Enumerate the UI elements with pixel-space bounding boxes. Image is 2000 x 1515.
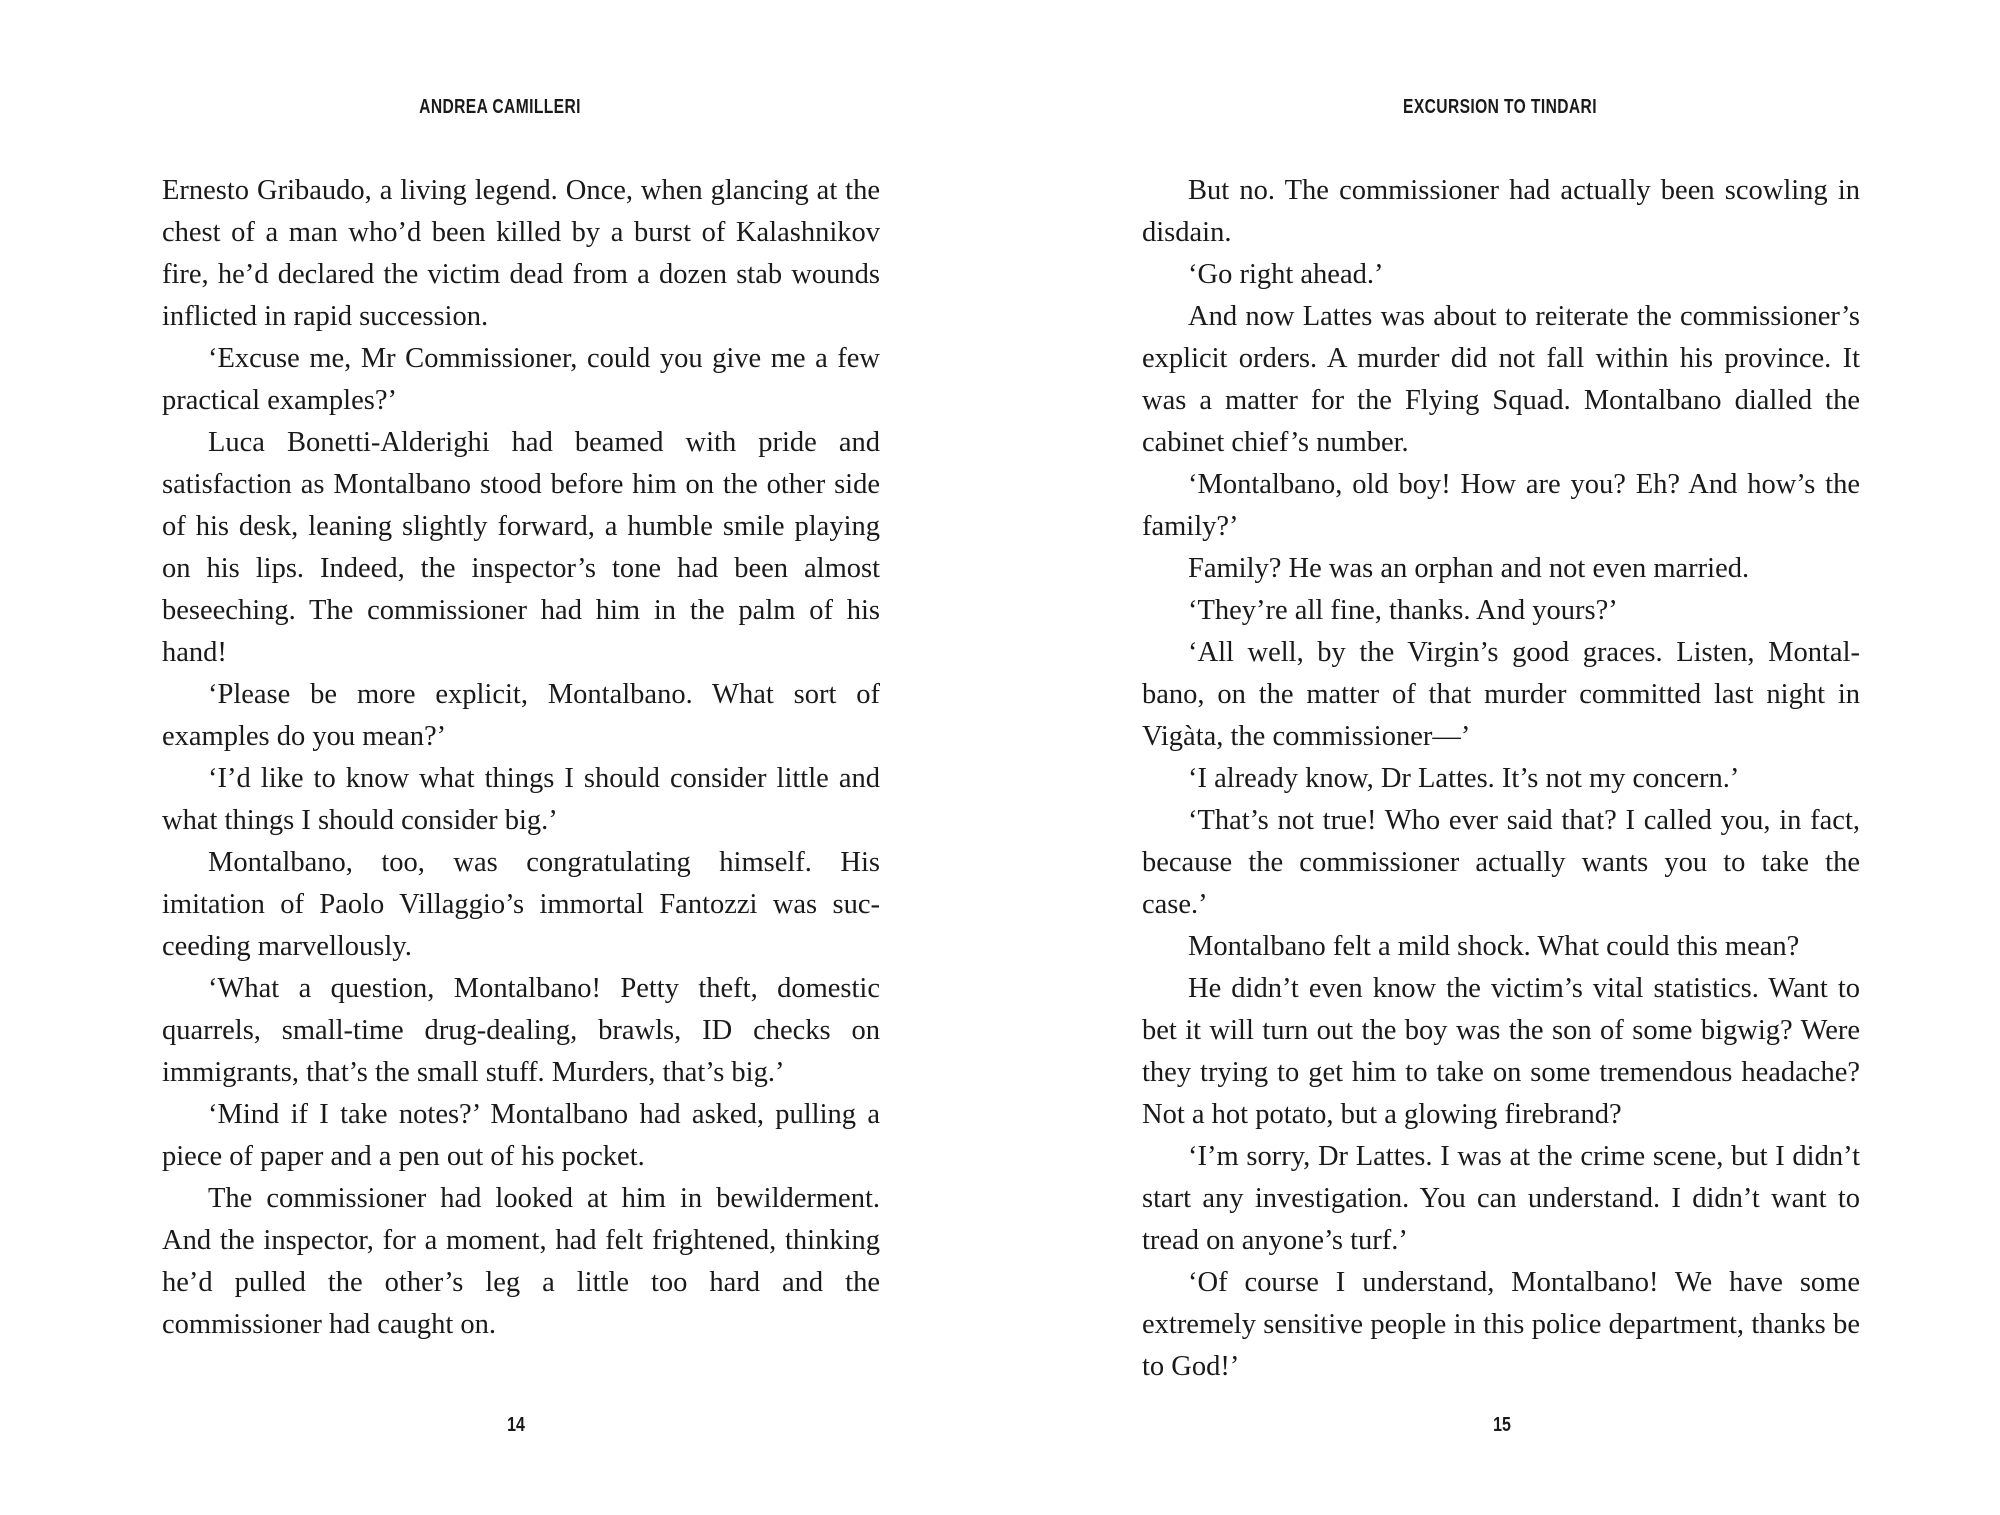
paragraph: ‘Go right ahead.’ — [1188, 259, 1384, 290]
paragraph: ‘Of course I understand, Montalbano! We have some extremely sensitive people in this police department, thanks be to God!’ — [1142, 1267, 1860, 1382]
paragraph: Family? He was an orphan and not even married. — [1188, 553, 1750, 584]
paragraph: ‘Montalbano, old boy! How are you? Eh? And how’s the family?’ — [1142, 469, 1860, 542]
left-page-body — [162, 170, 880, 1346]
paragraph: ‘I already know, Dr Lattes. It’s not my concern.’ — [1188, 763, 1740, 794]
paragraph: And now Lattes was about to reiterate the commissioner’s explicit orders. A murder did not fall within his province. It was a matter for the Flying Squad. Montalbano dialled the cabinet chief’s number. — [1142, 301, 1860, 458]
paragraph: Montalbano, too, was congratulating himself. His imitation of Paolo Villaggio’s immortal Fantozzi was succeeding marvellously. — [162, 847, 880, 962]
right-page-body — [1142, 170, 1860, 1388]
paragraph: ‘All well, by the Virgin’s good graces. Listen, Montalbano, on the matter of that murder committed last night in Vigàta, the commissioner—’ — [1142, 637, 1860, 752]
paragraph: Luca Bonetti-Alderighi had beamed with pride and satisfaction as Montalbano stood before him on the other side of his desk, leaning slightly forward, a humble smile playing on his lips. Indeed, the inspector’s tone had been almost beseeching. The commissioner had him in the palm of his hand! — [162, 427, 880, 668]
paragraph: ‘That’s not true! Who ever said that? I called you, in fact, because the commissioner actually wants you to take the case.’ — [1142, 805, 1860, 920]
paragraph: ‘Excuse me, Mr Commissioner, could you give me a few practical examples?’ — [162, 343, 880, 416]
paragraph: ‘Mind if I take notes?’ Montalbano had asked, pulling a piece of paper and a pen out of his pocket. — [162, 1099, 880, 1172]
paragraph: ‘What a question, Montalbano! Petty theft, domestic quarrels, small-time drug-dealing, brawls, ID checks on immigrants, that’s the small stuff. Murders, that’s big.’ — [162, 973, 880, 1088]
page-number: 15 — [1493, 1414, 1511, 1436]
running-head-author: ANDREA CAMILLERI — [419, 96, 581, 118]
paragraph: Montalbano felt a mild shock. What could this mean? — [1188, 931, 1800, 962]
paragraph: He didn’t even know the victim’s vital statistics. Want to bet it will turn out the boy was the son of some bigwig? Were they trying to get him to take on some tremendous headache? Not a hot potato, but a glowing firebrand? — [1142, 973, 1860, 1130]
paragraph: But no. The commissioner had actually been scowling in disdain. — [1142, 175, 1860, 248]
paragraph: ‘I’d like to know what things I should consider little and what things I should consider big.’ — [162, 763, 880, 836]
page-number: 14 — [507, 1414, 525, 1436]
right-page — [1000, 0, 2000, 1515]
paragraph: ‘I’m sorry, Dr Lattes. I was at the crime scene, but I didn’t start any investigation. You can understand. I didn’t want to tread on anyone’s turf.’ — [1142, 1141, 1860, 1256]
paragraph: The commissioner had looked at him in bewilderment. And the inspector, for a moment, had felt frightened, thinking he’d pulled the other’s leg a little too hard and the commissioner had caught on. — [162, 1183, 880, 1340]
paragraph: ‘They’re all fine, thanks. And yours?’ — [1188, 595, 1618, 626]
paragraph: ‘Please be more explicit, Montalbano. What sort of examples do you mean?’ — [162, 679, 880, 752]
paragraph: Ernesto Gribaudo, a living legend. Once, when glancing at the chest of a man who’d been killed by a burst of Kalashnikov fire, he’d declared the victim dead from a dozen stab wounds inflicted in rapid succession. — [162, 175, 880, 332]
running-head-title: EXCURSION TO TINDARI — [1403, 96, 1597, 118]
